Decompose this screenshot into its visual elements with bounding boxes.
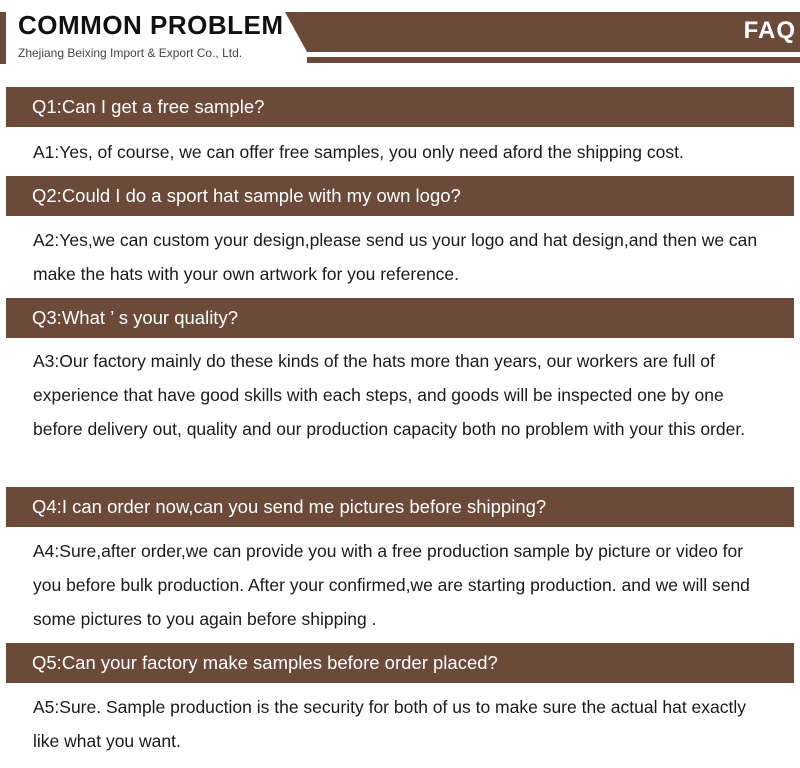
faq-answer-5: A5:Sure. Sample production is the security for both of us to make sure the actual hat exactly like what you want. (33, 697, 747, 751)
company-name: Zhejiang Beixing Import & Export Co., Ltd. (18, 46, 243, 60)
faq-question-4: Q4:I can order now,can you send me pictures before shipping? (6, 487, 794, 527)
faq-question-3: Q3:What ’ s your quality? (6, 298, 794, 338)
faq-question-5: Q5:Can your factory make samples before order placed? (6, 643, 794, 683)
faq-question-1: Q1:Can I get a free sample? (6, 87, 794, 127)
header-underline (307, 57, 800, 63)
page-header (0, 0, 800, 78)
faq-answer-3: A3:Our factory mainly do these kinds of the hats more than years, our workers are full of experience that have good skills with each steps, and goods will be inspected one by one before delivery out, quality and our production capacity both no problem with your this order. (33, 351, 746, 439)
header-band (285, 12, 800, 52)
page-title: COMMON PROBLEM (18, 10, 284, 40)
faq-answer-1: A1:Yes, of course, we can offer free samples, you only need aford the shipping cost. (33, 142, 684, 162)
faq-answer-2: A2:Yes,we can custom your design,please send us your logo and hat design,and then we can make the hats with your own artwork for you reference. (33, 230, 758, 284)
faq-question-2: Q2:Could I do a sport hat sample with my own logo? (6, 176, 794, 216)
faq-badge: FAQ (743, 17, 796, 44)
header-accent-bar (0, 12, 6, 64)
faq-answer-4: A4:Sure,after order,we can provide you with a free production sample by picture or video for you before bulk production. After your confirmed,we are starting production. and we will send some pictures to you again before shipping . (33, 541, 750, 629)
